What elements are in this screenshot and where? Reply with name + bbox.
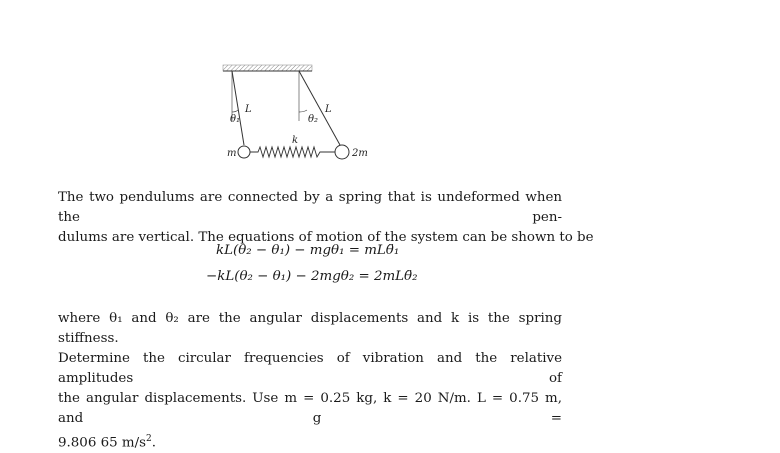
outro-line-4 xyxy=(58,429,562,453)
length1-label: L xyxy=(245,104,252,115)
angle-arc-2 xyxy=(299,110,307,112)
spring xyxy=(250,135,335,157)
outro-line-2: Determine the circular frequencies of vibration and the relative amplitudes of xyxy=(58,351,562,386)
problem-question xyxy=(58,309,562,453)
angle-arc-1 xyxy=(232,110,238,112)
problem-intro xyxy=(58,188,594,248)
gravity-unit-exponent: 2 xyxy=(145,434,152,444)
mass2-label: 2m xyxy=(352,148,368,159)
pendulum-rod-1 xyxy=(232,71,244,145)
equation-2: −kL(θ₂ − θ₁) − 2mgθ₂ = 2mLθ̈₂ xyxy=(206,269,418,284)
pendulum-rod-2 xyxy=(299,71,340,145)
length2-label: L xyxy=(325,104,332,115)
pendulum-spring-figure xyxy=(0,0,780,180)
mass1-label: m xyxy=(227,148,237,159)
pendulum-2 xyxy=(299,71,368,159)
gravity-value: 9.806 65 m/s xyxy=(58,435,146,451)
equation-1: kL(θ₂ − θ₁) − mgθ₁ = mLθ̈₁ xyxy=(216,243,400,258)
ceiling-support xyxy=(223,65,312,71)
theta1-label: θ₁ xyxy=(230,114,241,125)
theta2-label: θ₂ xyxy=(308,114,319,125)
intro-line-1: The two pendulums are connected by a spring that is undeformed when the pen- xyxy=(58,190,562,225)
pendulum-1 xyxy=(227,71,252,159)
mass-2-bob xyxy=(335,145,349,159)
spring-coil xyxy=(250,147,335,157)
outro-line-1: where θ₁ and θ₂ are the angular displacements and k is the spring stiffness. xyxy=(58,311,562,346)
period: . xyxy=(151,435,156,451)
intro-line-2: dulums are vertical. The equations of motion of the system can be shown to be xyxy=(58,230,594,245)
spring-label: k xyxy=(292,135,299,146)
mass-1-bob xyxy=(238,146,250,158)
outro-line-3: the angular displacements. Use m = 0.25 kg, k = 20 N/m. L = 0.75 m, and g = xyxy=(58,391,562,426)
